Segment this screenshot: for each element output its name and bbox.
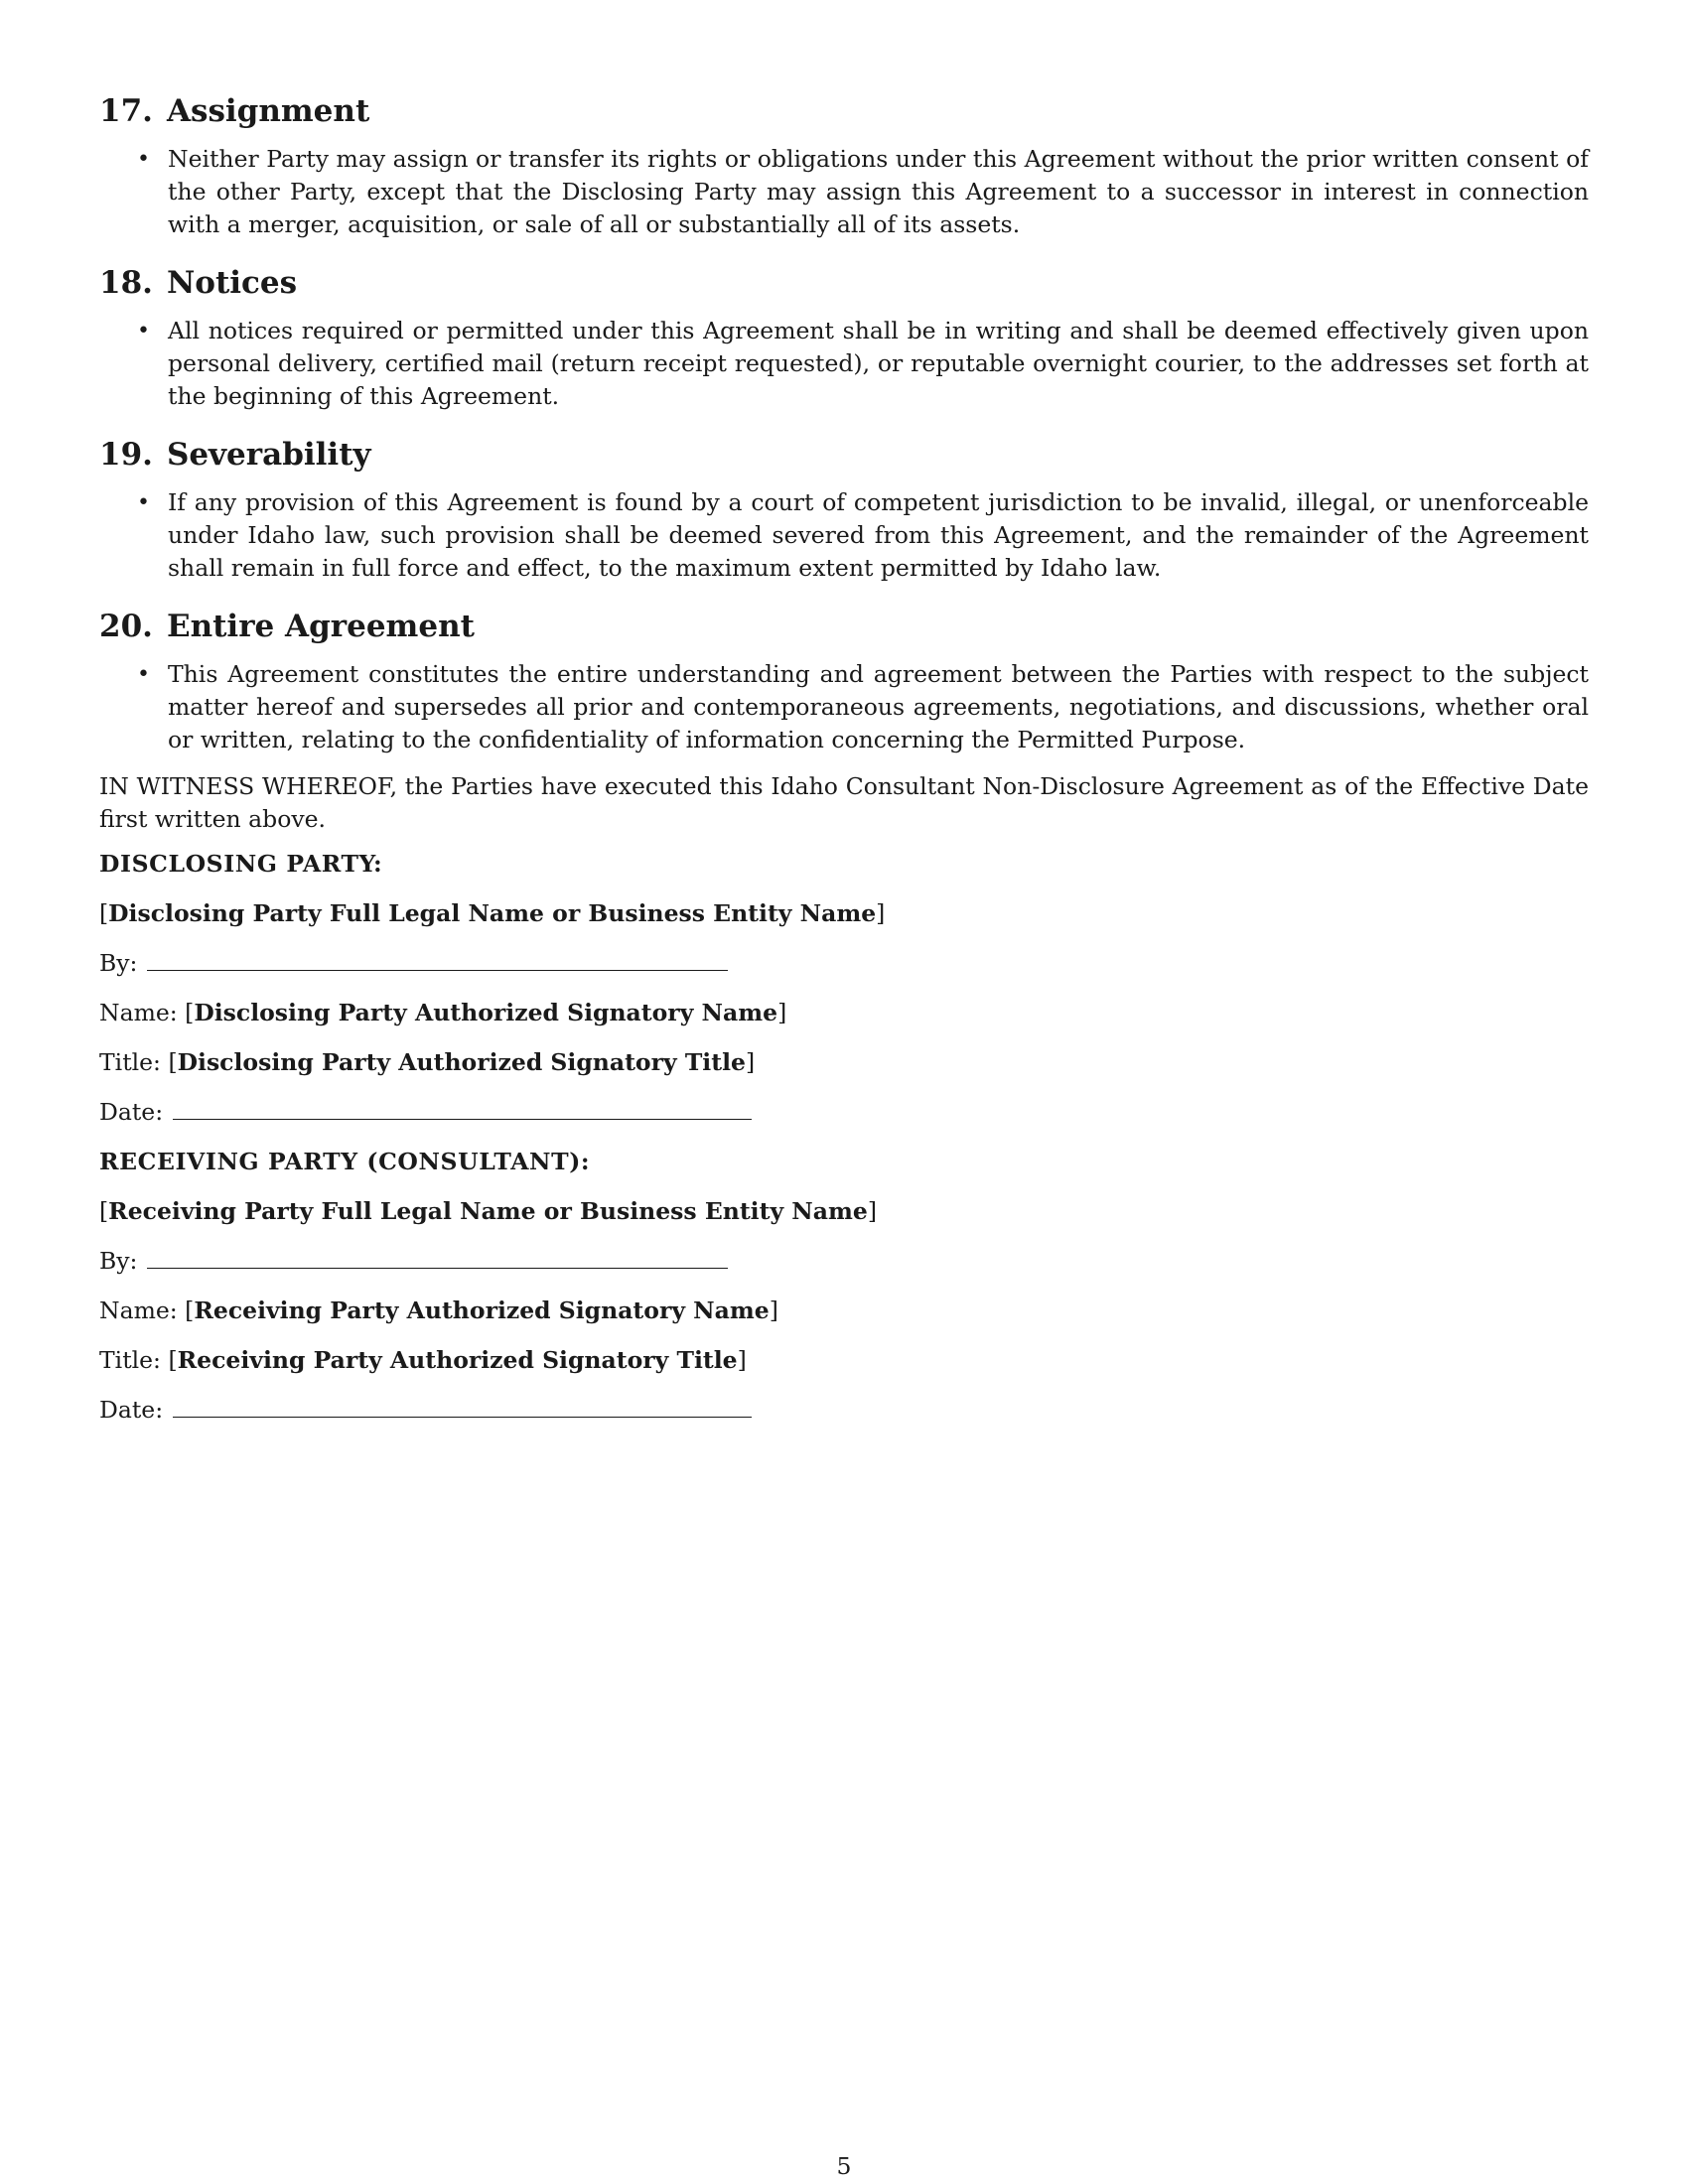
disclosing-by-line <box>99 947 1589 980</box>
bullet-text: Neither Party may assign or transfer its rights or obligations under this Agreement without the prior written consent of the other Party, except that the Disclosing Party may assign this Agreement to a successor in interest in connection with a merger, acquisition, or sale of all or substantially all of its assets. <box>168 145 1589 238</box>
bullet-list <box>99 315 1589 413</box>
receiving-date-line <box>99 1394 1589 1427</box>
bullet-icon: • <box>137 147 150 172</box>
list-item <box>99 486 1589 585</box>
section-title: Assignment <box>166 93 370 129</box>
bracket-open: [ <box>99 899 109 927</box>
section-assignment <box>99 91 1589 241</box>
disclosing-date-line <box>99 1096 1589 1129</box>
bullet-icon: • <box>137 319 150 343</box>
disclosing-signature-block <box>99 848 1589 1129</box>
receiving-title-placeholder: Receiving Party Authorized Signatory Title <box>177 1346 738 1374</box>
list-item <box>99 143 1589 241</box>
disclosing-name-placeholder: Disclosing Party Authorized Signatory Name <box>194 999 778 1026</box>
bullet-text: This Agreement constitutes the entire understanding and agreement between the Parties with respect to the subject matter hereof and supersedes all prior and contemporaneous agreements, negotiations, and discussions, whether oral or written, relating to the confidentiality of information concerning the Permitted Purpose. <box>168 660 1589 753</box>
bullet-icon: • <box>137 490 150 515</box>
bracket-close: ] <box>777 999 787 1026</box>
receiving-date-field[interactable] <box>173 1397 752 1418</box>
section-number: 20. <box>99 609 153 644</box>
disclosing-title-placeholder: Disclosing Party Authorized Signatory Title <box>177 1048 746 1076</box>
bracket-close: ] <box>769 1297 778 1324</box>
disclosing-signature-field[interactable] <box>147 950 728 971</box>
section-heading <box>99 435 1589 475</box>
receiving-signature-field[interactable] <box>147 1248 728 1269</box>
disclosing-date-field[interactable] <box>173 1099 752 1120</box>
section-entire-agreement <box>99 607 1589 756</box>
disclosing-name-line <box>99 997 1589 1029</box>
bullet-list <box>99 486 1589 585</box>
title-label: Title: <box>99 1346 161 1374</box>
receiving-signature-block <box>99 1146 1589 1427</box>
bracket-open: [ <box>185 999 195 1026</box>
section-title: Notices <box>166 265 298 301</box>
bullet-list <box>99 143 1589 241</box>
section-heading <box>99 607 1589 646</box>
date-label: Date: <box>99 1396 164 1424</box>
section-heading <box>99 263 1589 303</box>
bracket-open: [ <box>168 1048 178 1076</box>
section-title: Severability <box>166 437 371 473</box>
bullet-list <box>99 658 1589 756</box>
bracket-close: ] <box>876 899 886 927</box>
section-number: 19. <box>99 437 153 473</box>
section-notices <box>99 263 1589 413</box>
name-label: Name: <box>99 1297 178 1324</box>
receiving-by-line <box>99 1245 1589 1278</box>
bracket-close: ] <box>745 1048 756 1076</box>
bracket-open: [ <box>185 1297 195 1324</box>
bullet-icon: • <box>137 662 150 687</box>
by-label: By: <box>99 1247 138 1275</box>
bracket-close: ] <box>737 1346 747 1374</box>
section-number: 18. <box>99 265 153 301</box>
disclosing-party-heading: DISCLOSING PARTY: <box>99 850 383 878</box>
receiving-entity-line <box>99 1195 1589 1228</box>
receiving-name-placeholder: Receiving Party Authorized Signatory Name <box>194 1297 770 1324</box>
witness-clause: IN WITNESS WHEREOF, the Parties have executed this Idaho Consultant Non-Disclosure Agreement as of the Effective Date first written above. <box>99 772 1589 833</box>
receiving-title-line <box>99 1344 1589 1377</box>
title-label: Title: <box>99 1048 161 1076</box>
section-heading <box>99 91 1589 131</box>
receiving-name-line <box>99 1295 1589 1327</box>
bullet-text: If any provision of this Agreement is found by a court of competent jurisdiction to be invalid, illegal, or unenforceable under Idaho law, such provision shall be deemed severed from this Agreement, and the remainder of the Agreement shall remain in full force and effect, to the maximum extent permitted by Idaho law. <box>168 488 1589 582</box>
bullet-text: All notices required or permitted under this Agreement shall be in writing and shall be deemed effectively given upon personal delivery, certified mail (return receipt requested), or reputable overnight courier, to the addresses set forth at the beginning of this Agreement. <box>168 317 1589 410</box>
list-item <box>99 315 1589 413</box>
date-label: Date: <box>99 1098 164 1126</box>
disclosing-title-line <box>99 1046 1589 1079</box>
name-label: Name: <box>99 999 178 1026</box>
disclosing-entity-placeholder: Disclosing Party Full Legal Name or Business Entity Name <box>108 899 877 927</box>
section-number: 17. <box>99 93 153 129</box>
document-page <box>99 91 1589 1443</box>
receiving-party-heading: RECEIVING PARTY (CONSULTANT): <box>99 1148 591 1175</box>
by-label: By: <box>99 949 138 977</box>
section-severability <box>99 435 1589 585</box>
bracket-close: ] <box>867 1197 877 1225</box>
bracket-open: [ <box>99 1197 109 1225</box>
disclosing-entity-line <box>99 897 1589 930</box>
bracket-open: [ <box>168 1346 178 1374</box>
page-number: 5 <box>836 2152 852 2180</box>
list-item <box>99 658 1589 756</box>
section-title: Entire Agreement <box>166 609 475 644</box>
receiving-entity-placeholder: Receiving Party Full Legal Name or Business Entity Name <box>108 1197 868 1225</box>
